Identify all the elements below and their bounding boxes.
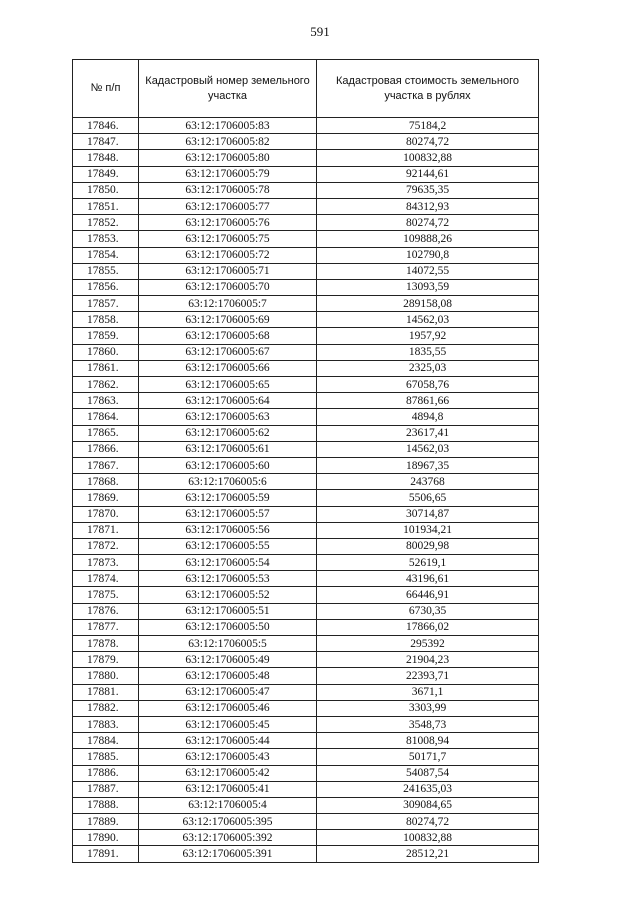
row-number-cell: 17880. — [73, 668, 139, 684]
page-number: 591 — [310, 24, 330, 39]
cadastral-number-cell: 63:12:1706005:70 — [139, 279, 317, 295]
cadastral-number-cell: 63:12:1706005:47 — [139, 684, 317, 700]
cadastral-value-table — [72, 59, 539, 863]
cadastral-number-cell: 63:12:1706005:72 — [139, 247, 317, 263]
row-number-cell: 17858. — [73, 312, 139, 328]
cadastral-number-cell: 63:12:1706005:82 — [139, 134, 317, 150]
cadastral-value-cell: 14072,55 — [317, 263, 539, 279]
row-number-cell: 17864. — [73, 409, 139, 425]
row-number-cell: 17879. — [73, 652, 139, 668]
table-row — [73, 684, 539, 700]
header-cadastral-number: Кадастровый номер земельного участка — [139, 60, 317, 118]
table-row — [73, 830, 539, 846]
row-number-cell: 17875. — [73, 587, 139, 603]
table-row — [73, 166, 539, 182]
table-row — [73, 765, 539, 781]
cadastral-number-cell: 63:12:1706005:56 — [139, 522, 317, 538]
row-number-cell: 17860. — [73, 344, 139, 360]
cadastral-number-cell: 63:12:1706005:64 — [139, 393, 317, 409]
table-row — [73, 603, 539, 619]
cadastral-number-cell: 63:12:1706005:49 — [139, 652, 317, 668]
cadastral-number-cell: 63:12:1706005:61 — [139, 441, 317, 457]
cadastral-value-cell: 52619,1 — [317, 555, 539, 571]
cadastral-number-cell: 63:12:1706005:43 — [139, 749, 317, 765]
cadastral-number-cell: 63:12:1706005:69 — [139, 312, 317, 328]
row-number-cell: 17881. — [73, 684, 139, 700]
cadastral-value-cell: 4894,8 — [317, 409, 539, 425]
row-number-cell: 17888. — [73, 797, 139, 813]
table-body — [73, 118, 539, 863]
cadastral-value-cell: 309084,65 — [317, 797, 539, 813]
cadastral-value-cell: 75184,2 — [317, 118, 539, 134]
table-row — [73, 360, 539, 376]
row-number-cell: 17874. — [73, 571, 139, 587]
table-row — [73, 619, 539, 635]
cadastral-value-cell: 81008,94 — [317, 733, 539, 749]
cadastral-number-cell: 63:12:1706005:50 — [139, 619, 317, 635]
table-row — [73, 279, 539, 295]
cadastral-number-cell: 63:12:1706005:66 — [139, 360, 317, 376]
cadastral-value-cell: 100832,88 — [317, 150, 539, 166]
table-row — [73, 296, 539, 312]
row-number-cell: 17869. — [73, 490, 139, 506]
cadastral-value-cell: 100832,88 — [317, 830, 539, 846]
row-number-cell: 17849. — [73, 166, 139, 182]
cadastral-number-cell: 63:12:1706005:51 — [139, 603, 317, 619]
table-row — [73, 457, 539, 473]
cadastral-value-cell: 23617,41 — [317, 425, 539, 441]
row-number-cell: 17856. — [73, 279, 139, 295]
cadastral-value-cell: 109888,26 — [317, 231, 539, 247]
cadastral-value-cell: 13093,59 — [317, 279, 539, 295]
row-number-cell: 17882. — [73, 700, 139, 716]
row-number-cell: 17865. — [73, 425, 139, 441]
cadastral-value-cell: 3548,73 — [317, 716, 539, 732]
row-number-cell: 17885. — [73, 749, 139, 765]
table-row — [73, 377, 539, 393]
cadastral-number-cell: 63:12:1706005:71 — [139, 263, 317, 279]
cadastral-number-cell: 63:12:1706005:57 — [139, 506, 317, 522]
cadastral-number-cell: 63:12:1706005:77 — [139, 198, 317, 214]
row-number-cell: 17878. — [73, 636, 139, 652]
cadastral-value-cell: 21904,23 — [317, 652, 539, 668]
row-number-cell: 17852. — [73, 215, 139, 231]
cadastral-value-cell: 66446,91 — [317, 587, 539, 603]
cadastral-number-cell: 63:12:1706005:392 — [139, 830, 317, 846]
cadastral-value-cell: 50171,7 — [317, 749, 539, 765]
cadastral-value-cell: 101934,21 — [317, 522, 539, 538]
table-row — [73, 312, 539, 328]
row-number-cell: 17868. — [73, 474, 139, 490]
cadastral-value-cell: 241635,03 — [317, 781, 539, 797]
cadastral-value-cell: 6730,35 — [317, 603, 539, 619]
table-row — [73, 668, 539, 684]
cadastral-value-cell: 80274,72 — [317, 814, 539, 830]
table-row — [73, 328, 539, 344]
cadastral-number-cell: 63:12:1706005:53 — [139, 571, 317, 587]
cadastral-number-cell: 63:12:1706005:83 — [139, 118, 317, 134]
cadastral-number-cell: 63:12:1706005:391 — [139, 846, 317, 862]
cadastral-number-cell: 63:12:1706005:5 — [139, 636, 317, 652]
row-number-cell: 17866. — [73, 441, 139, 457]
table-row — [73, 393, 539, 409]
row-number-cell: 17859. — [73, 328, 139, 344]
cadastral-value-cell: 54087,54 — [317, 765, 539, 781]
row-number-cell: 17855. — [73, 263, 139, 279]
table-row — [73, 344, 539, 360]
table-row — [73, 506, 539, 522]
row-number-cell: 17851. — [73, 198, 139, 214]
cadastral-value-cell: 2325,03 — [317, 360, 539, 376]
table-row — [73, 231, 539, 247]
table-row — [73, 555, 539, 571]
table-row — [73, 198, 539, 214]
table-row — [73, 571, 539, 587]
table-row — [73, 263, 539, 279]
row-number-cell: 17887. — [73, 781, 139, 797]
row-number-cell: 17876. — [73, 603, 139, 619]
cadastral-value-cell: 67058,76 — [317, 377, 539, 393]
cadastral-number-cell: 63:12:1706005:395 — [139, 814, 317, 830]
cadastral-value-cell: 5506,65 — [317, 490, 539, 506]
cadastral-number-cell: 63:12:1706005:4 — [139, 797, 317, 813]
table-row — [73, 474, 539, 490]
cadastral-number-cell: 63:12:1706005:45 — [139, 716, 317, 732]
header-row-number: № п/п — [73, 60, 139, 118]
cadastral-number-cell: 63:12:1706005:78 — [139, 182, 317, 198]
cadastral-value-cell: 14562,03 — [317, 312, 539, 328]
table-row — [73, 247, 539, 263]
cadastral-value-cell: 30714,87 — [317, 506, 539, 522]
row-number-cell: 17870. — [73, 506, 139, 522]
row-number-cell: 17886. — [73, 765, 139, 781]
table-header-row — [73, 60, 539, 118]
cadastral-value-cell: 3671,1 — [317, 684, 539, 700]
cadastral-value-cell: 18967,35 — [317, 457, 539, 473]
cadastral-value-cell: 17866,02 — [317, 619, 539, 635]
row-number-cell: 17848. — [73, 150, 139, 166]
table-row — [73, 490, 539, 506]
row-number-cell: 17889. — [73, 814, 139, 830]
table-row — [73, 182, 539, 198]
row-number-cell: 17877. — [73, 619, 139, 635]
cadastral-number-cell: 63:12:1706005:44 — [139, 733, 317, 749]
row-number-cell: 17850. — [73, 182, 139, 198]
cadastral-number-cell: 63:12:1706005:48 — [139, 668, 317, 684]
cadastral-number-cell: 63:12:1706005:76 — [139, 215, 317, 231]
cadastral-value-cell: 80274,72 — [317, 134, 539, 150]
row-number-cell: 17871. — [73, 522, 139, 538]
cadastral-number-cell: 63:12:1706005:80 — [139, 150, 317, 166]
row-number-cell: 17867. — [73, 457, 139, 473]
cadastral-value-cell: 1835,55 — [317, 344, 539, 360]
cadastral-number-cell: 63:12:1706005:54 — [139, 555, 317, 571]
row-number-cell: 17883. — [73, 716, 139, 732]
cadastral-value-cell: 243768 — [317, 474, 539, 490]
table-row — [73, 538, 539, 554]
table-row — [73, 522, 539, 538]
cadastral-number-cell: 63:12:1706005:55 — [139, 538, 317, 554]
table-row — [73, 749, 539, 765]
cadastral-number-cell: 63:12:1706005:67 — [139, 344, 317, 360]
row-number-cell: 17846. — [73, 118, 139, 134]
row-number-cell: 17873. — [73, 555, 139, 571]
table-row — [73, 846, 539, 862]
row-number-cell: 17847. — [73, 134, 139, 150]
row-number-cell: 17861. — [73, 360, 139, 376]
cadastral-number-cell: 63:12:1706005:79 — [139, 166, 317, 182]
table-row — [73, 587, 539, 603]
table-row — [73, 118, 539, 134]
cadastral-value-cell: 80274,72 — [317, 215, 539, 231]
table-row — [73, 700, 539, 716]
row-number-cell: 17854. — [73, 247, 139, 263]
cadastral-number-cell: 63:12:1706005:59 — [139, 490, 317, 506]
cadastral-value-cell: 28512,21 — [317, 846, 539, 862]
table-row — [73, 441, 539, 457]
cadastral-number-cell: 63:12:1706005:63 — [139, 409, 317, 425]
cadastral-number-cell: 63:12:1706005:41 — [139, 781, 317, 797]
table-row — [73, 425, 539, 441]
table-row — [73, 652, 539, 668]
cadastral-number-cell: 63:12:1706005:6 — [139, 474, 317, 490]
cadastral-number-cell: 63:12:1706005:65 — [139, 377, 317, 393]
table-row — [73, 716, 539, 732]
cadastral-value-cell: 87861,66 — [317, 393, 539, 409]
cadastral-number-cell: 63:12:1706005:46 — [139, 700, 317, 716]
table-row — [73, 636, 539, 652]
cadastral-number-cell: 63:12:1706005:62 — [139, 425, 317, 441]
table-row — [73, 733, 539, 749]
row-number-cell: 17857. — [73, 296, 139, 312]
table-row — [73, 150, 539, 166]
cadastral-number-cell: 63:12:1706005:7 — [139, 296, 317, 312]
cadastral-number-cell: 63:12:1706005:75 — [139, 231, 317, 247]
table-row — [73, 215, 539, 231]
cadastral-value-cell: 80029,98 — [317, 538, 539, 554]
cadastral-value-cell: 102790,8 — [317, 247, 539, 263]
row-number-cell: 17872. — [73, 538, 139, 554]
row-number-cell: 17862. — [73, 377, 139, 393]
cadastral-number-cell: 63:12:1706005:60 — [139, 457, 317, 473]
cadastral-value-cell: 92144,61 — [317, 166, 539, 182]
cadastral-value-cell: 3303,99 — [317, 700, 539, 716]
cadastral-value-cell: 22393,71 — [317, 668, 539, 684]
table-row — [73, 814, 539, 830]
cadastral-number-cell: 63:12:1706005:52 — [139, 587, 317, 603]
row-number-cell: 17853. — [73, 231, 139, 247]
cadastral-value-cell: 79635,35 — [317, 182, 539, 198]
cadastral-value-cell: 289158,08 — [317, 296, 539, 312]
row-number-cell: 17891. — [73, 846, 139, 862]
row-number-cell: 17890. — [73, 830, 139, 846]
cadastral-number-cell: 63:12:1706005:42 — [139, 765, 317, 781]
cadastral-value-cell: 295392 — [317, 636, 539, 652]
table-row — [73, 781, 539, 797]
row-number-cell: 17884. — [73, 733, 139, 749]
cadastral-value-cell: 14562,03 — [317, 441, 539, 457]
row-number-cell: 17863. — [73, 393, 139, 409]
cadastral-value-cell: 84312,93 — [317, 198, 539, 214]
cadastral-number-cell: 63:12:1706005:68 — [139, 328, 317, 344]
cadastral-value-cell: 43196,61 — [317, 571, 539, 587]
table-row — [73, 409, 539, 425]
cadastral-value-cell: 1957,92 — [317, 328, 539, 344]
table-row — [73, 134, 539, 150]
table-row — [73, 797, 539, 813]
header-cadastral-value: Кадастровая стоимость земельного участка в рублях — [317, 60, 539, 118]
